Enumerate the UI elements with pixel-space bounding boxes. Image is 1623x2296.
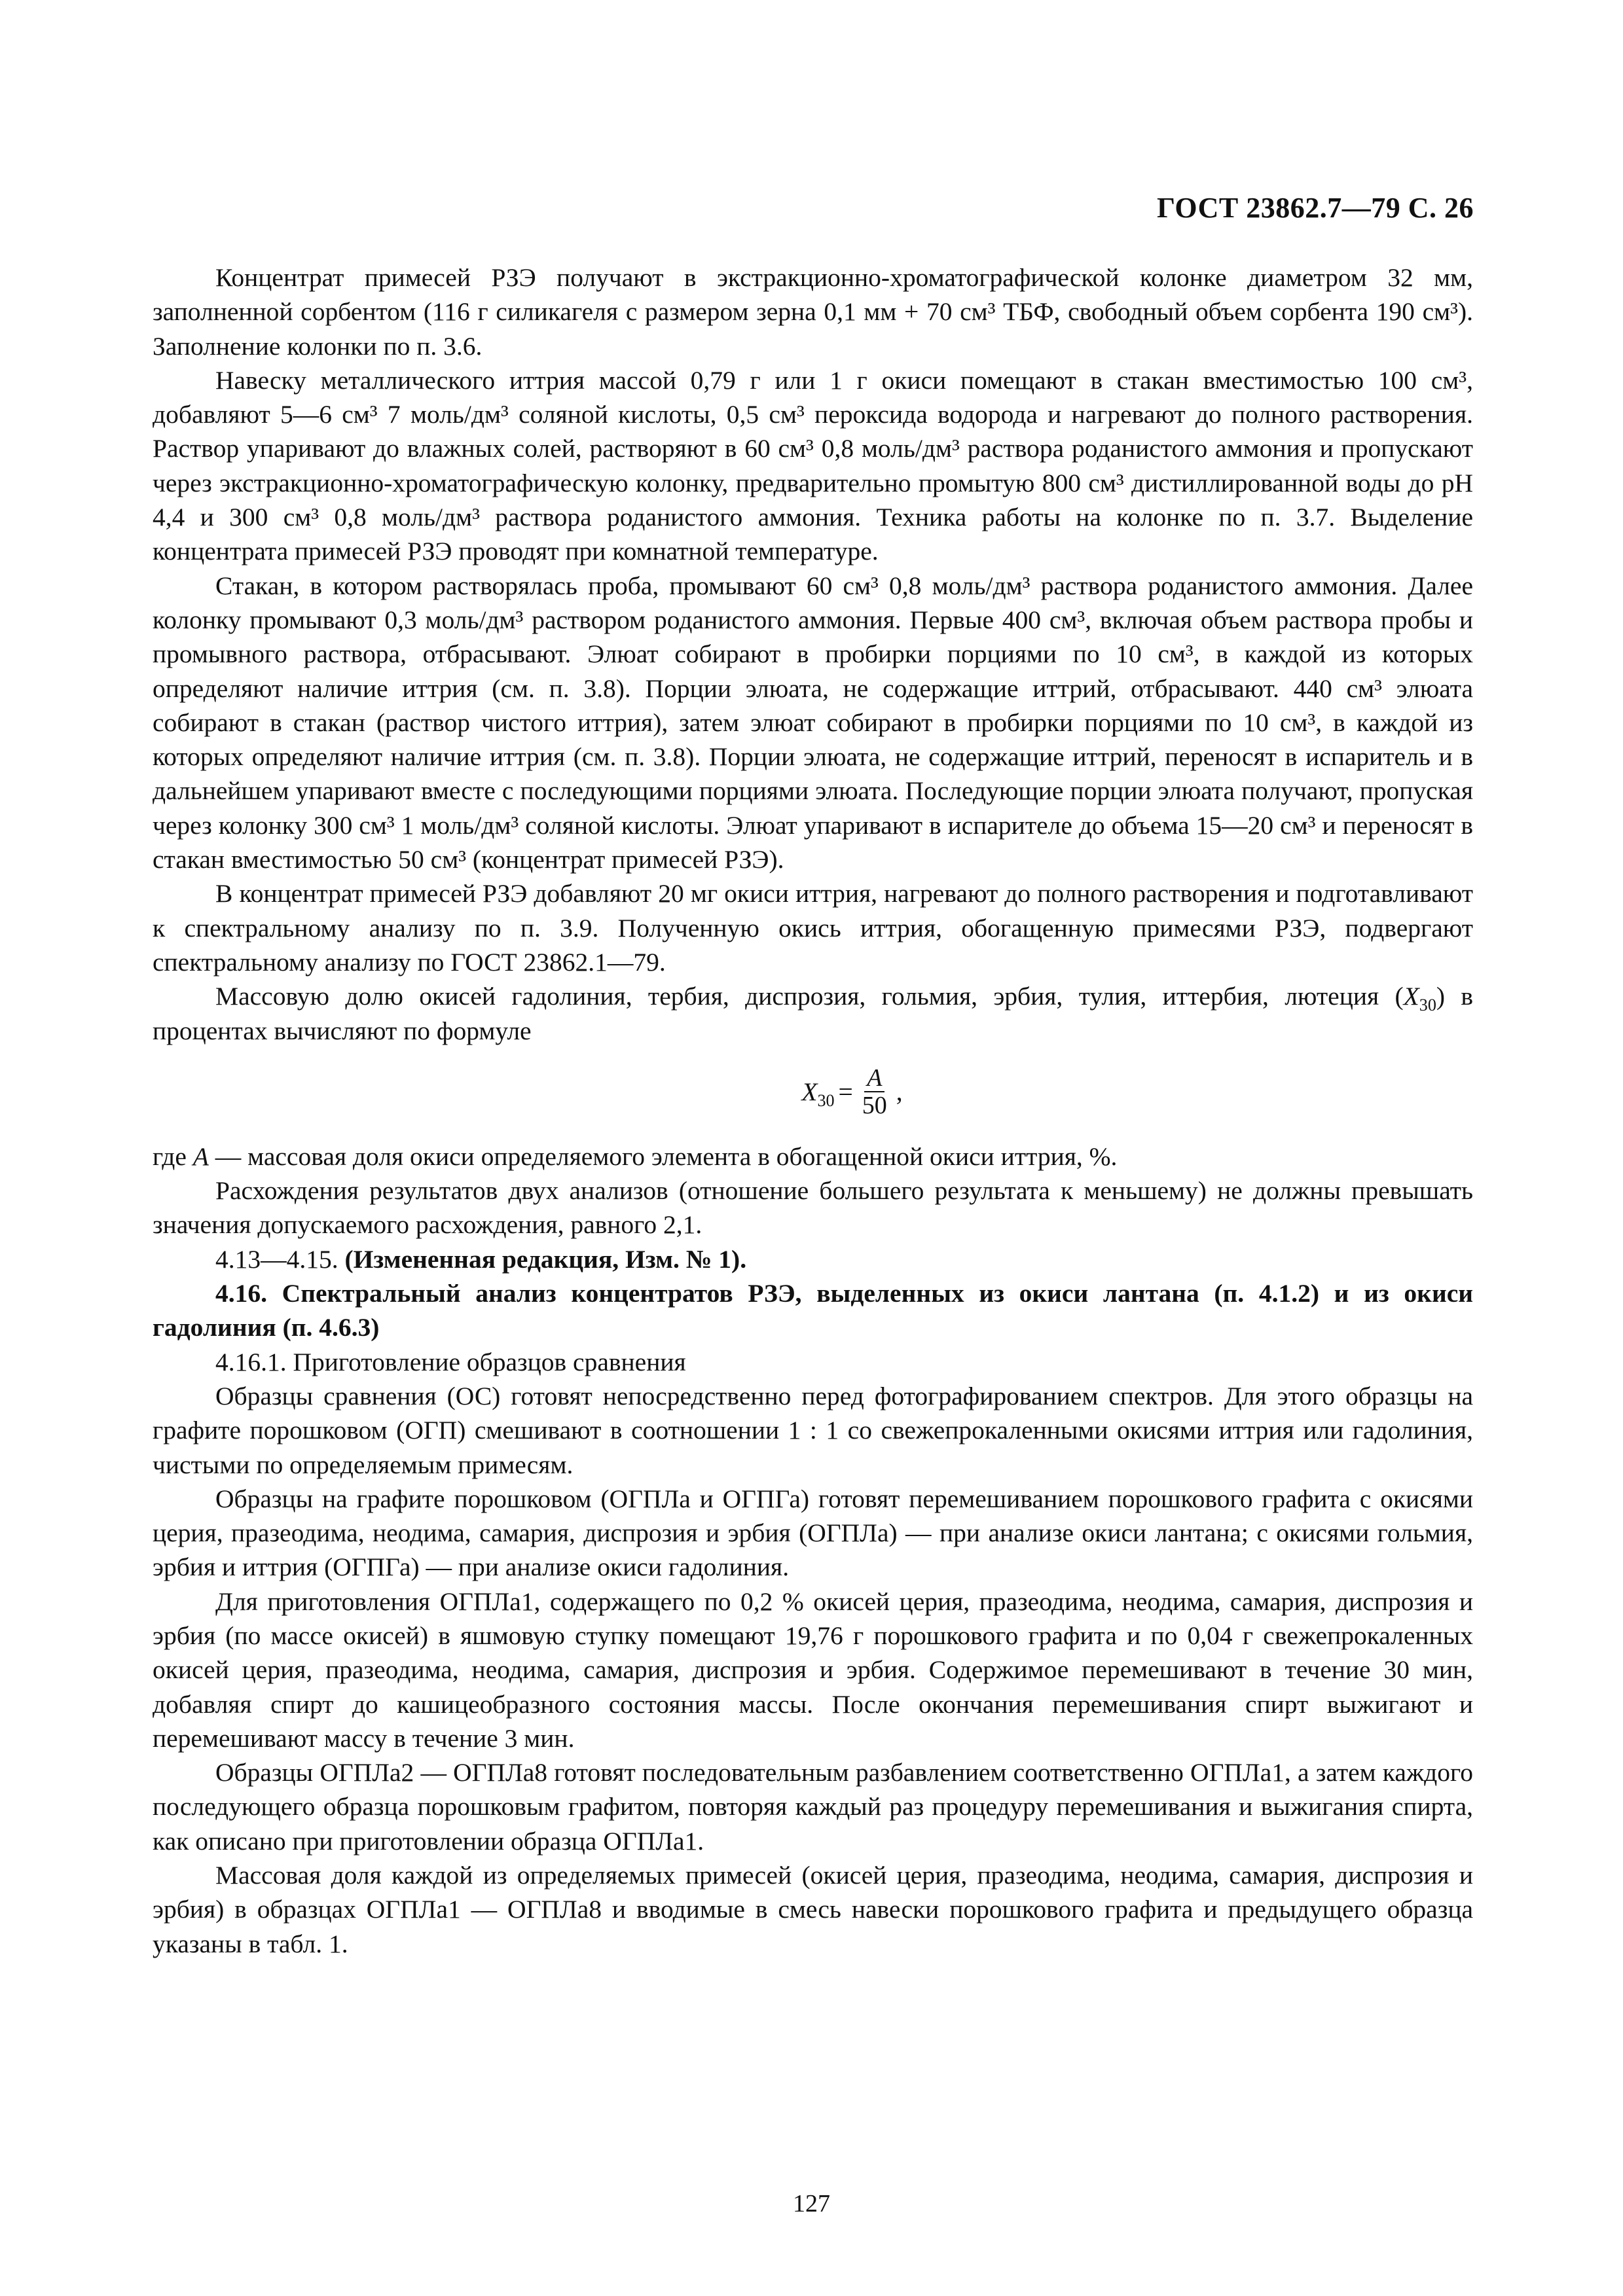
formula: [231, 1065, 1473, 1125]
paragraph: Образцы ОГПЛа2 — ОГПЛа8 готовят последовательным разбавлением соответственно ОГПЛа1, а затем каждого последующего образца порошковым графитом, повторяя каждый раз процедуру перемешивания и выжигания спирта, как описано при приготовлении образца ОГПЛа1.: [153, 1758, 1473, 1856]
paragraph-amendment: 4.13—4.15. (Измененная редакция, Изм. № 1).: [215, 1244, 747, 1274]
paragraph-where: где A — массовая доля окиси определяемого элемента в обогащенной окиси иттрия, %.: [153, 1141, 1118, 1171]
paragraph: Для приготовления ОГПЛа1, содержащего по 0,2 % окисей церия, празеодима, неодима, самария, диспрозия и эрбия (по массе окисей) в яшмовую ступку помещают 19,76 г порошкового графита и по 0,04 г свежепрокаленных окисей церия, празеодима, неодима, самария, диспрозия и эрбия. Содержимое перемешивают в течение 30 мин, добавляя спирт до кашицеобразного состояния массы. После окончания перемешивания спирт выжигают и перемешивают массу в течение 3 мин.: [153, 1587, 1473, 1753]
formula-denominator: 50: [862, 1091, 887, 1119]
subsection-heading: 4.16.1. Приготовление образцов сравнения: [215, 1347, 686, 1376]
formula-fraction: [860, 1065, 890, 1119]
variable-x: X: [1403, 982, 1419, 1011]
document-body: [153, 260, 1473, 1961]
formula-lhs: X: [801, 1077, 818, 1106]
variable-subscript: 30: [1419, 996, 1436, 1015]
paragraph: Концентрат примесей РЗЭ получают в экстракционно-хроматографической колонке диаметром 32 мм, заполненной сорбентом (116 г силикагеля с размером зерна 0,1 мм + 70 см³ ТБФ, свободный объем сорбента 190 см³). Заполнение колонки по п. 3.6.: [153, 263, 1473, 361]
running-header: ГОСТ 23862.7—79 С. 26: [1156, 192, 1474, 224]
variable-a: A: [192, 1141, 209, 1171]
paragraph: В концентрат примесей РЗЭ добавляют 20 мг окиси иттрия, нагревают до полного растворения и подготавливают к спектральному анализу по п. 3.9. Полученную окись иттрия, обогащенную примесями РЗЭ, подвергают спектральному анализу по ГОСТ 23862.1—79.: [153, 879, 1473, 977]
paragraph: Стакан, в котором растворялась проба, промывают 60 см³ 0,8 моль/дм³ раствора роданистого аммония. Далее колонку промывают 0,3 моль/дм³ раствором роданистого аммония. Первые 400 см³, включая объем раствора пробы и промывного раствора, отбрасывают. Элюат собирают в пробирки порциями по 10 см³, в каждой из которых определяют наличие иттрия (см. п. 3.8). Порции элюата, не содержащие иттрий, отбрасывают. 440 см³ элюата собирают в стакан (раствор чистого иттрия), затем элюат собирают в пробирки порциями по 10 см³, в каждой из которых определяют наличие иттрия (см. п. 3.8). Порции элюата, не содержащие иттрий, переносят в испаритель и в дальнейшем упаривают вместе с последующими порциями элюата. Последующие порции элюата получают, пропуская через колонку 300 см³ 1 моль/дм³ соляной кислоты. Элюат упаривают в испарителе до объема 15—20 см³ и переносят в стакан вместимостью 50 см³ (концентрат примесей РЗЭ).: [153, 571, 1473, 874]
formula-equals: =: [838, 1077, 853, 1106]
paragraph: Расхождения результатов двух анализов (отношение большего результата к меньшему) не должны превышать значения допускаемого расхождения, равного 2,1.: [153, 1176, 1473, 1240]
formula-lhs-subscript: 30: [817, 1090, 835, 1110]
paragraph-formula-intro: Массовую долю окисей гадолиния, тербия, диспрозия, гольмия, эрбия, тулия, иттербия, лютеция $(X_{30})$ в процентах вычисляют по формуле: [153, 982, 1473, 1045]
amendment-note: (Измененная редакция, Изм. № 1).: [344, 1244, 747, 1274]
page-number: 127: [793, 2190, 830, 2217]
paragraph: Образцы на графите порошковом (ОГПЛа и ОГПГа) готовят перемешиванием порошкового графита с окисями церия, празеодима, неодима, самария, диспрозия и эрбия (ОГПЛа) — при анализе окиси лантана; с окисями гольмия, эрбия и иттрия (ОГПГа) — при анализе окиси гадолиния.: [153, 1484, 1473, 1582]
paragraph: Массовая доля каждой из определяемых примесей (окисей церия, празеодима, неодима, самария, диспрозия и эрбия) в образцах ОГПЛа1 — ОГПЛа8 и вводимые в смесь навески порошкового графита и предыдущего образца указаны в табл. 1.: [153, 1861, 1473, 1958]
paragraph: Образцы сравнения (ОС) готовят непосредственно перед фотографированием спектров. Для этого образцы на графите порошковом (ОГП) смешивают в соотношении 1 : 1 со свежепрокаленными окисями иттрия или гадолиния, чистыми по определяемым примесям.: [153, 1381, 1473, 1479]
paragraph: Навеску металлического иттрия массой 0,79 г или 1 г окиси помещают в стакан вместимостью 100 см³, добавляют 5—6 см³ 7 моль/дм³ соляной кислоты, 0,5 см³ пероксида водорода и нагревают до полного растворения. Раствор упаривают до влажных солей, растворяют в 60 см³ 0,8 моль/дм³ раствора роданистого аммония и пропускают через экстракционно-хроматографическую колонку, предварительно промытую 800 см³ дистиллированной воды до pH 4,4 и 300 см³ 0,8 моль/дм³ раствора роданистого аммония. Техника работы на колонке по п. 3.7. Выделение концентрата примесей РЗЭ проводят при комнатной температуре.: [153, 365, 1473, 566]
formula-comma: ,: [896, 1077, 903, 1106]
section-heading: 4.16. Спектральный анализ концентратов РЗЭ, выделенных из окиси лантана (п. 4.1.2) и из окиси гадолиния (п. 4.6.3): [153, 1279, 1473, 1342]
formula-numerator: A: [864, 1065, 884, 1092]
